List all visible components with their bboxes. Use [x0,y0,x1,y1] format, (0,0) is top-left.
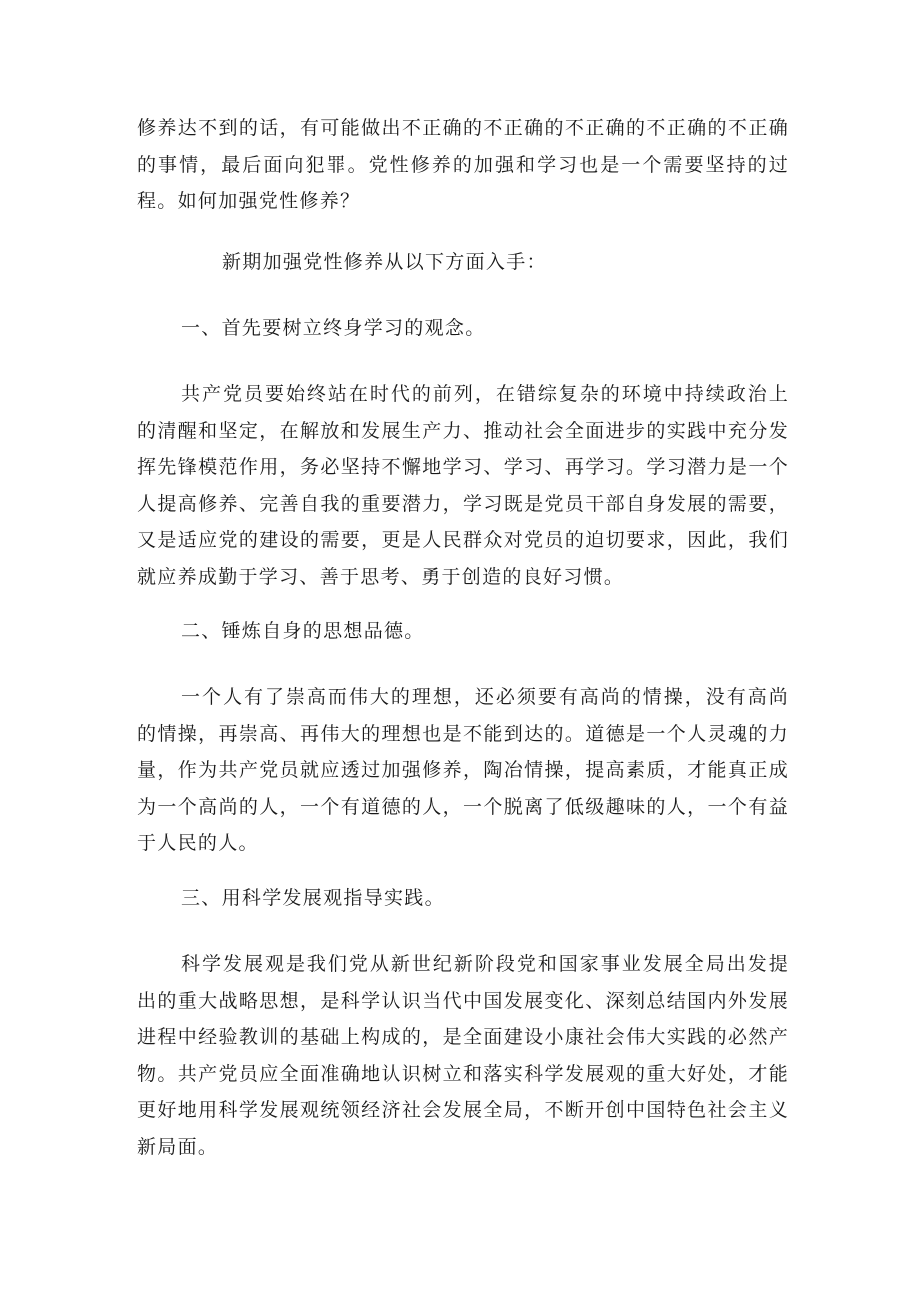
section-body-3: 科学发展观是我们党从新世纪新阶段党和国家事业发展全局出发提出的重大战略思想，是科学认识当代中国发展变化、深刻总结国内外发展进程中经验教训的基础上构成的，是全面建设小康社会伟大实践的必然产物。共产党员应全面准确地认识树立和落实科学发展观的重大好处，才能更好地用科学发展观统领经济社会发展全局，不断开创中国特色社会主义新局面。 [137,953,789,1158]
section-body-1: 共产党员要始终站在时代的前列，在错综复杂的环境中持续政治上的清醒和坚定，在解放和发展生产力、推动社会全面进步的实践中充分发挥先锋模范作用，务必坚持不懈地学习、学习、再学习。学习潜力是一个人提高修养、完善自我的重要潜力，学习既是党员干部自身发展的需要，又是适应党的建设的需要，更是人民群众对党员的迫切要求，因此，我们就应养成勤于学习、善于思考、勇于创造的良好习惯。 [137,383,789,588]
paragraph-intro: 新期加强党性修养从以下方面入手： [222,251,547,273]
paragraph-continuation: 修养达不到的话，有可能做出不正确的不正确的不正确的不正确的不正确的事情，最后面向犯罪。党性修养的加强和学习也是一个需要坚持的过程。如何加强党性修养？ [137,117,789,212]
section-heading-1: 一、首先要树立终身学习的观念。 [181,317,486,339]
section-heading-3: 三、用科学发展观指导实践。 [181,887,445,909]
section-heading-2: 二、锤炼自身的思想品德。 [181,620,425,642]
section-body-2: 一个人有了崇高而伟大的理想，还必须要有高尚的情操，没有高尚的情操，再崇高、再伟大的理想也是不能到达的。道德是一个人灵魂的力量，作为共产党员就应透过加强修养，陶冶情操，提高素质，才能真正成为一个高尚的人，一个有道德的人，一个脱离了低级趣味的人，一个有益于人民的人。 [137,686,789,854]
